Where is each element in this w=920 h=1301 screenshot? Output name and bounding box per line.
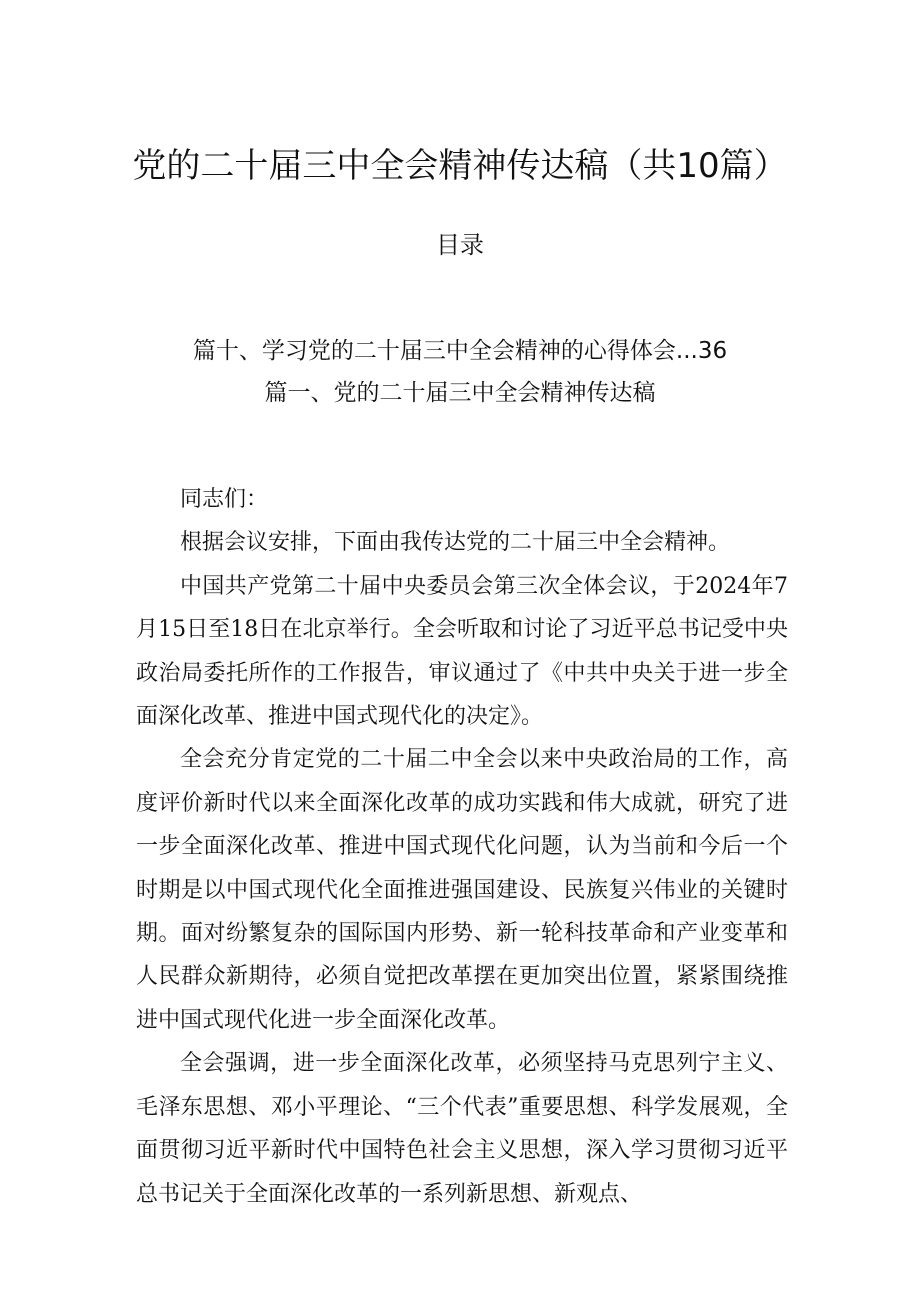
body-text [136,478,788,1216]
body-paragraph: 根据会议安排，下面由我传达党的二十届三中全会精神。 [180,530,731,556]
salutation-paragraph: 同志们： [180,487,269,512]
body-paragraph: 中国共产党第二十届中央委员会第三次全体会议，于2024年7月15日至18日在北京举行。全会听取和讨论了习近平总书记受中央政治局委托所作的工作报告，审议通过了《中共中央关于进一步全面深化改革、推进中国式现代化的决定》。 [136,573,788,730]
body-paragraph: 全会强调，进一步全面深化改革，必须坚持马克思列宁主义、毛泽东思想、邓小平理论、“三个代表”重要思想、科学发展观，全面贯彻习近平新时代中国特色社会主义思想，深入学习贯彻习近平总书记关于全面深化改革的一系列新思想、新观点、 [136,1051,788,1207]
document-title: 党的二十届三中全会精神传达稿（共10篇） [132,146,788,186]
toc-heading: 目录 [436,231,484,259]
body-paragraph: 全会充分肯定党的二十届二中全会以来中央政治局的工作，高度评价新时代以来全面深化改革的成功实践和伟大成就，研究了进一步全面深化改革、推进中国式现代化问题，认为当前和今后一个时期是以中国式现代化全面推进强国建设、民族复兴伟业的关键时期。面对纷繁复杂的国际国内形势、新一轮科技革命和产业变革和人民群众新期待，必须自觉把改革摆在更加突出位置，紧紧围绕推进中国式现代化进一步全面深化改革。 [136,747,788,1033]
section-heading: 篇一、党的二十届三中全会精神传达稿 [264,380,656,406]
toc-entry: 篇十、学习党的二十届三中全会精神的心得体会...36 [192,338,728,364]
